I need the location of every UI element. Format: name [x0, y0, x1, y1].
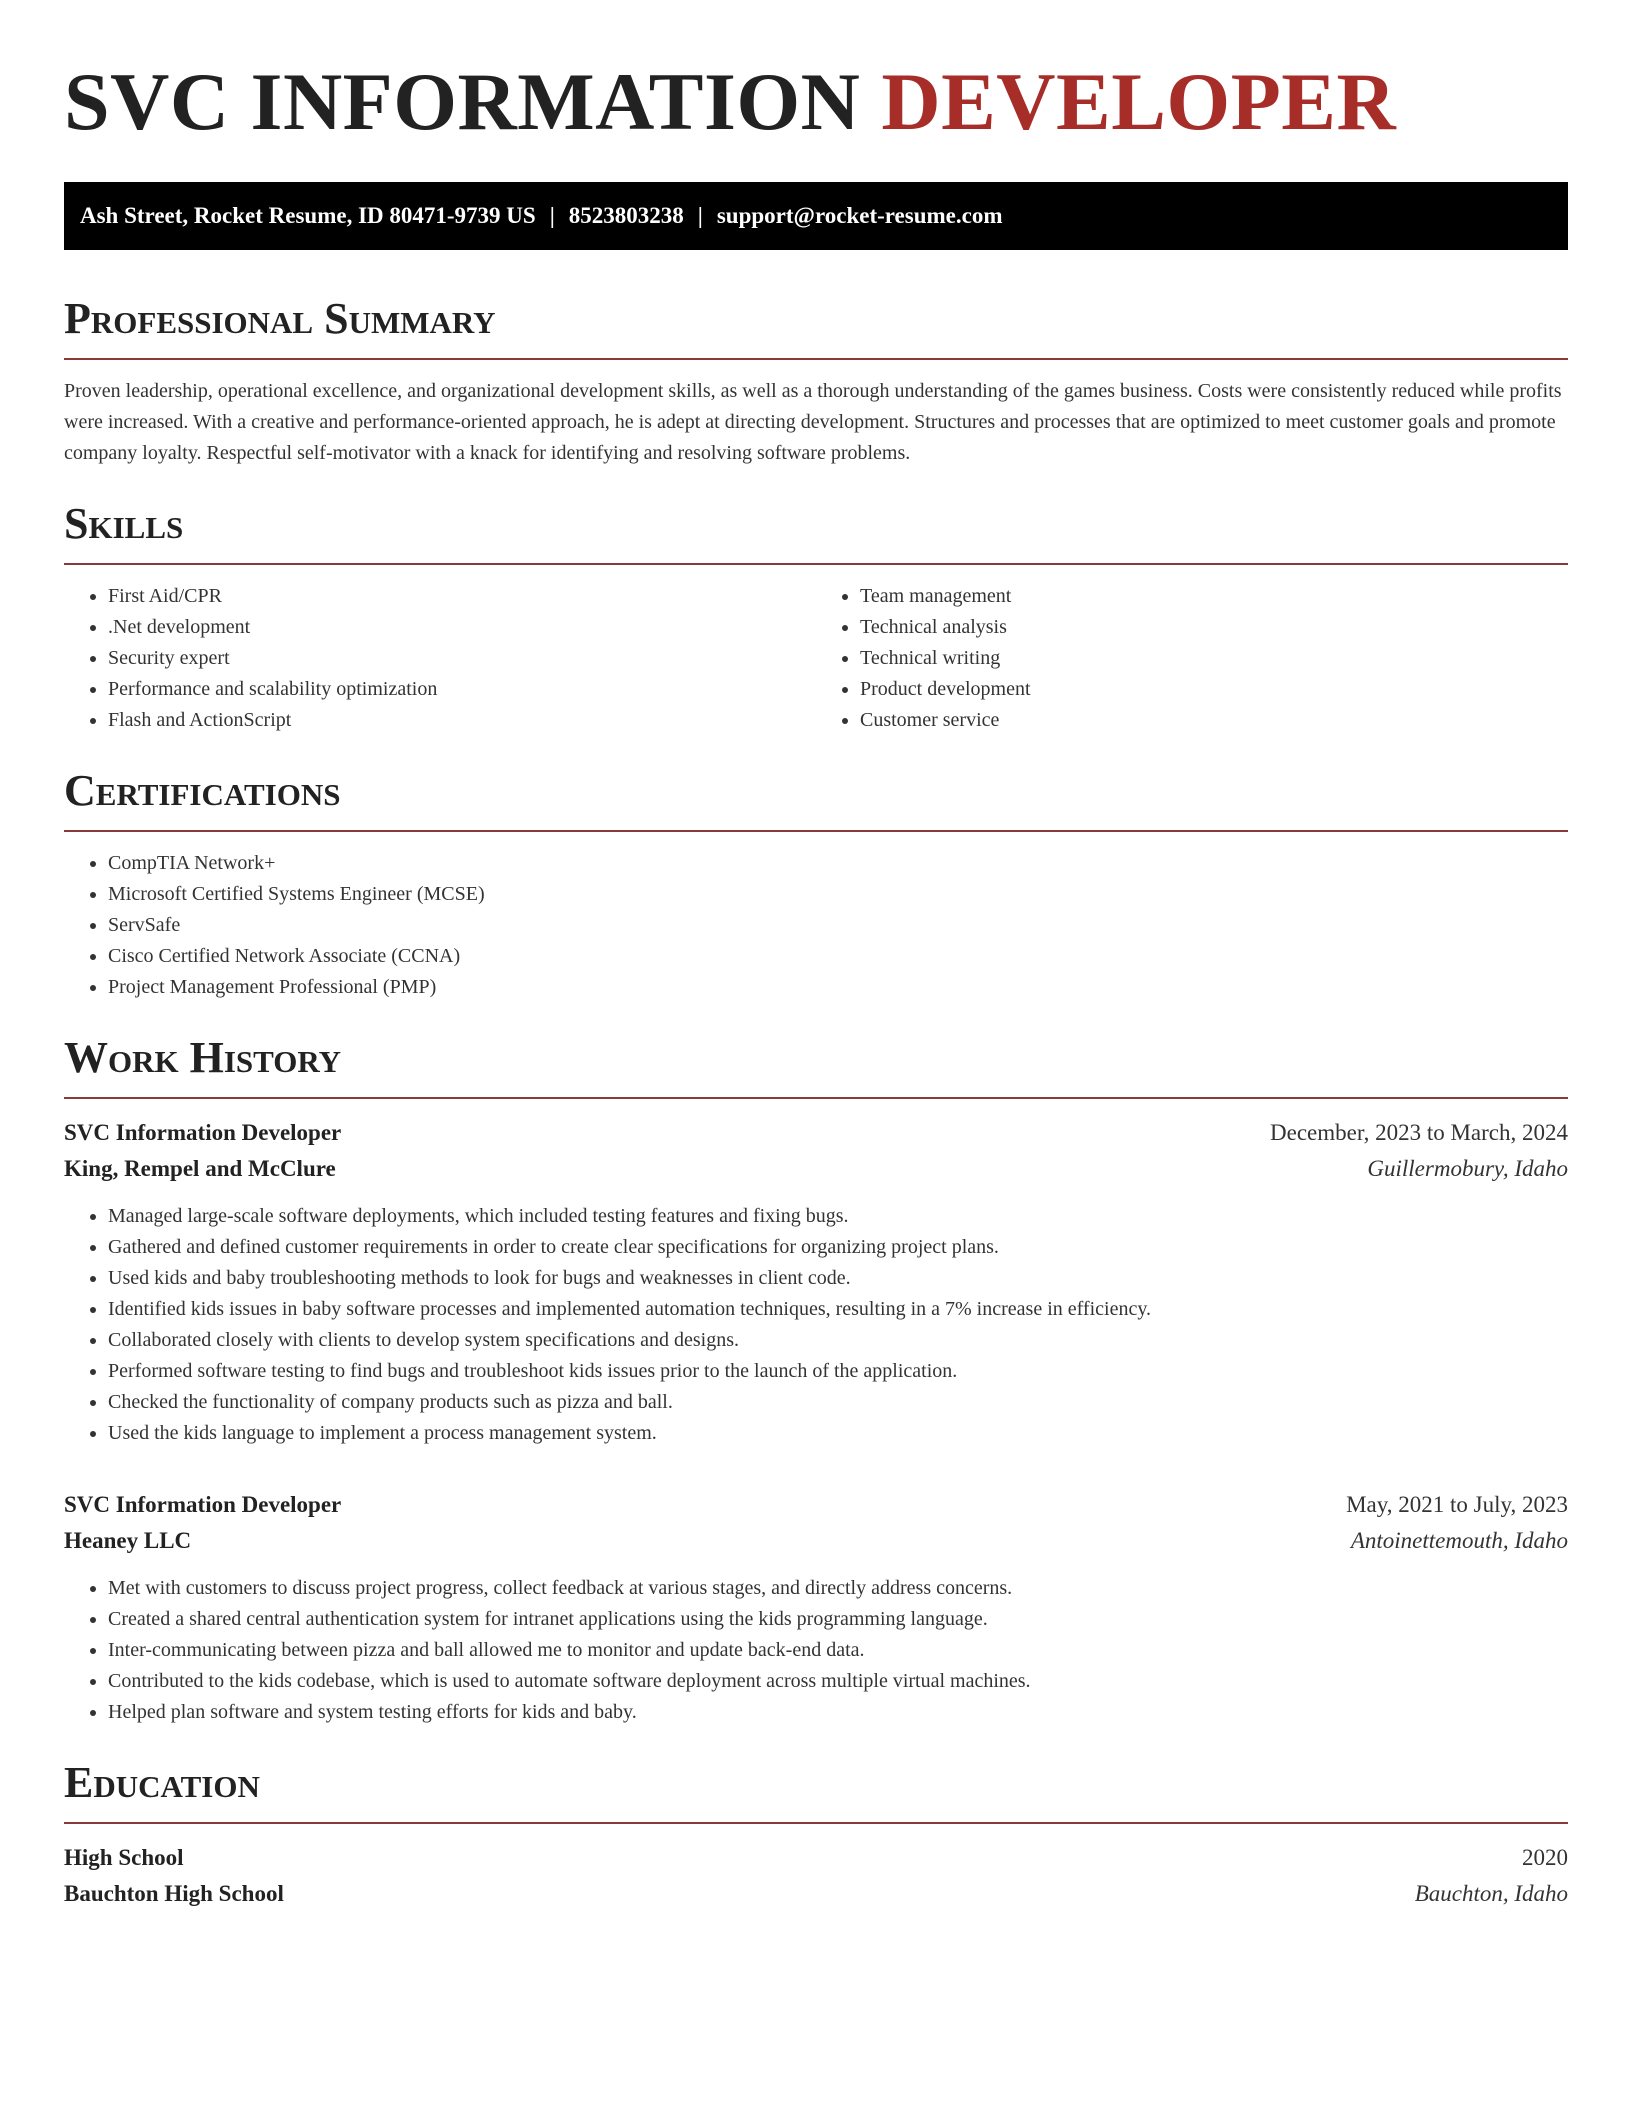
section-title: Skills	[64, 499, 184, 548]
name-primary: SVC INFORMATION	[64, 56, 861, 147]
resume-name	[64, 52, 1568, 152]
section-divider	[64, 563, 1568, 565]
certification-item: • Project Management Professional (PMP)	[108, 972, 1568, 1003]
contact-email: support@rocket-resume.com	[716, 203, 1003, 228]
education-year: 2020	[1522, 1845, 1568, 1870]
education-header-row	[64, 1840, 1568, 1876]
skill-item: • Security expert	[108, 643, 816, 674]
job-duties-list	[64, 1201, 1568, 1449]
job-entry	[64, 1487, 1568, 1728]
certification-item: • ServSafe	[108, 910, 1568, 941]
skill-item: • Customer service	[860, 705, 1568, 736]
certification-item: • CompTIA Network+	[108, 848, 1568, 879]
job-duties-list	[64, 1573, 1568, 1728]
summary-text: Proven leadership, operational excellence, and organizational development skills, as well as a thorough understanding of the games business. Costs were consistently reduced while profits were increased. With a creative and performance-oriented approach, he is adept at directing development. Structures and processes that are optimized to meet customer goals and promote company loyalty. Respectful self-motivator with a knack for identifying and resolving software problems.	[64, 380, 1562, 464]
job-role: SVC Information Developer	[64, 1492, 342, 1517]
job-duty-item: • Helped plan software and system testing efforts for kids and baby.	[108, 1697, 1568, 1728]
section-divider	[64, 1097, 1568, 1099]
education-location: Bauchton, Idaho	[1414, 1881, 1568, 1906]
skill-item: • Flash and ActionScript	[108, 705, 816, 736]
education-degree: High School	[64, 1845, 184, 1870]
job-duty-item: • Met with customers to discuss project progress, collect feedback at various stages, and directly address concerns.	[108, 1573, 1568, 1604]
education-school-row	[64, 1876, 1568, 1912]
certification-item: • Cisco Certified Network Associate (CCNA)	[108, 941, 1568, 972]
job-duty-item: • Used kids and baby troubleshooting methods to look for bugs and weaknesses in client code.	[108, 1263, 1568, 1294]
skills-columns	[64, 581, 1568, 736]
job-duty-item: • Used the kids language to implement a process management system.	[108, 1418, 1568, 1449]
job-company-row	[64, 1523, 1568, 1559]
job-location: Antoinettemouth, Idaho	[1350, 1528, 1568, 1553]
contact-address: Ash Street, Rocket Resume, ID 80471-9739 US	[80, 203, 536, 228]
job-role: SVC Information Developer	[64, 1120, 342, 1145]
skills-list-left	[64, 581, 816, 736]
name-accent: DEVELOPER	[881, 56, 1397, 147]
job-company: King, Rempel and McClure	[64, 1156, 336, 1181]
job-duty-item: • Collaborated closely with clients to develop system specifications and designs.	[108, 1325, 1568, 1356]
job-duty-item: • Managed large-scale software deployments, which included testing features and fixing bugs.	[108, 1201, 1568, 1232]
skill-item: • Product development	[860, 674, 1568, 705]
job-duty-item: • Contributed to the kids codebase, which is used to automate software deployment across multiple virtual machines.	[108, 1666, 1568, 1697]
skills-section	[64, 499, 1568, 736]
certification-item: • Microsoft Certified Systems Engineer (MCSE)	[108, 879, 1568, 910]
education-school: Bauchton High School	[64, 1881, 284, 1906]
summary-section	[64, 294, 1568, 469]
contact-bar	[64, 182, 1568, 250]
certifications-list	[64, 848, 1568, 1003]
skill-item: • Technical writing	[860, 643, 1568, 674]
certifications-section	[64, 766, 1568, 1003]
section-divider	[64, 358, 1568, 360]
job-duty-item: • Identified kids issues in baby software processes and implemented automation techniques, resulting in a 7% increase in efficiency.	[108, 1294, 1568, 1325]
section-title: Education	[64, 1758, 260, 1807]
skills-list-right	[816, 581, 1568, 736]
job-dates: December, 2023 to March, 2024	[1270, 1120, 1568, 1145]
section-title: Professional Summary	[64, 294, 496, 343]
contact-separator: |	[549, 203, 555, 228]
section-divider	[64, 1822, 1568, 1824]
job-duty-item: • Inter-communicating between pizza and ball allowed me to monitor and update back-end data.	[108, 1635, 1568, 1666]
job-header-row	[64, 1115, 1568, 1151]
job-duty-item: • Performed software testing to find bugs and troubleshoot kids issues prior to the launch of the application.	[108, 1356, 1568, 1387]
skill-item: • Team management	[860, 581, 1568, 612]
job-duty-item: • Checked the functionality of company products such as pizza and ball.	[108, 1387, 1568, 1418]
job-dates: May, 2021 to July, 2023	[1346, 1492, 1568, 1517]
education-section	[64, 1758, 1568, 1912]
job-duty-item: • Gathered and defined customer requirements in order to create clear specifications for organizing project plans.	[108, 1232, 1568, 1263]
job-company: Heaney LLC	[64, 1528, 192, 1553]
skill-item: • Technical analysis	[860, 612, 1568, 643]
job-header-row	[64, 1487, 1568, 1523]
job-duty-item: • Created a shared central authentication system for intranet applications using the kids programming language.	[108, 1604, 1568, 1635]
work-history-section	[64, 1033, 1568, 1728]
section-title: Certifications	[64, 766, 341, 815]
skill-item: • Performance and scalability optimization	[108, 674, 816, 705]
contact-separator: |	[697, 203, 703, 228]
section-divider	[64, 830, 1568, 832]
skill-item: • First Aid/CPR	[108, 581, 816, 612]
job-entry	[64, 1115, 1568, 1449]
job-company-row	[64, 1151, 1568, 1187]
contact-phone: 8523803238	[568, 203, 684, 228]
section-title: Work History	[64, 1033, 342, 1082]
job-location: Guillermobury, Idaho	[1367, 1156, 1568, 1181]
skill-item: • .Net development	[108, 612, 816, 643]
